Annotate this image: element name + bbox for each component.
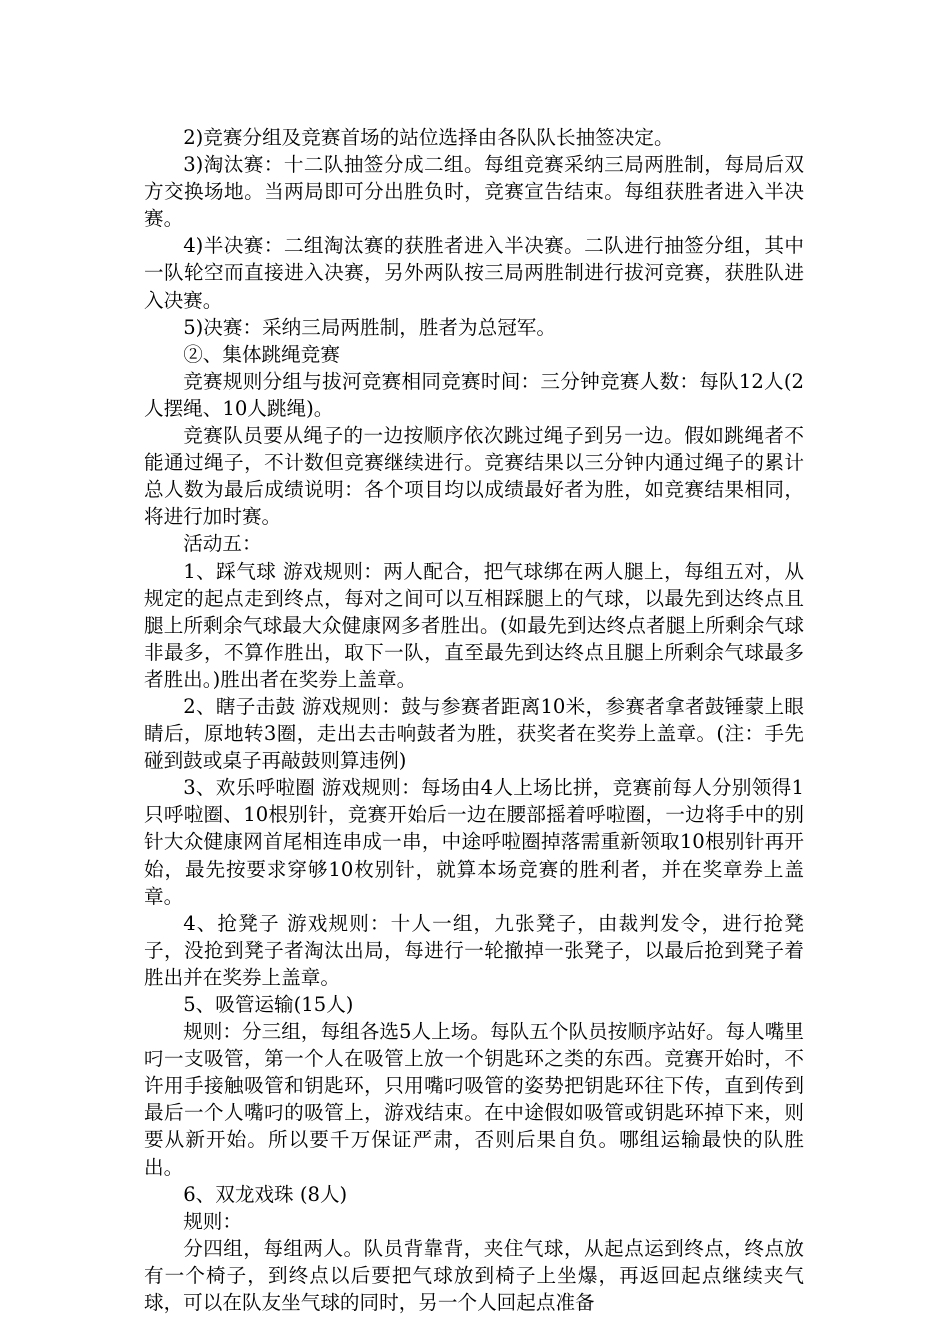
heading-rules-label: 规则： [183,1209,242,1233]
paragraph-rope-rules: 竞赛规则分组与拔河竞赛相同竞赛时间：三分钟竞赛人数：每队12人(2人摆绳、10人跳绳)。 [144,369,804,420]
heading-straw-transport: 5、吸管运输(15人) [183,993,354,1016]
heading-group-rope-skipping: ②、集体跳绳竞赛 [183,342,340,366]
paragraph-balloon-stomp: 1、踩气球 游戏规则：两人配合，把气球绑在两人腿上，每组五对，从规定的起点走到终点，每对之间可以互相踩腿上的气球，以最先到达终点且腿上所剩余气球最大众健康网多者胜出。(如最先到达终点者腿上所剩余气球非最多，不算作胜出，取下一队，直至最先到达终点且腿上所剩余气球最多者胜出。)胜出者在奖券上盖章。 [144,559,804,691]
paragraph-musical-chairs: 4、抢凳子 游戏规则：十人一组，九张凳子，由裁判发令，进行抢凳子，没抢到凳子者淘汰出局，每进行一轮撤掉一张凳子，以最后抢到凳子着胜出并在奖券上盖章。 [144,911,804,989]
paragraph-rope-procedure: 竞赛队员要从绳子的一边按顺序依次跳过绳子到另一边。假如跳绳者不能通过绳子，不计数但竞赛继续进行。竞赛结果以三分钟内通过绳子的累计总人数为最后成绩说明：各个项目均以成绩最好者为胜，如竞赛结果相同，将进行加时赛。 [144,424,804,529]
paragraph-draw-rules: 2)竞赛分组及竞赛首场的站位选择由各队队长抽签决定。 [183,126,674,149]
paragraph-double-dragon-rules: 分四组，每组两人。队员背靠背，夹住气球，从起点运到终点，终点放有一个椅子，到终点以后要把气球放到椅子上坐爆，再返回起点继续夹气球，可以在队友坐气球的同时，另一个人回起点准备 [144,1236,804,1315]
paragraph-hula-hoop: 3、欢乐呼啦圈 游戏规则：每场由4人上场比拼，竞赛前每人分别领得1只呼啦圈、10根别针，竞赛开始后一边在腰部摇着呼啦圈，一边将手中的别针大众健康网首尾相连串成一串，中途呼啦圈掉落需重新领取10根别针再开始，最先按要求穿够10枚别针，就算本场竞赛的胜利者，并在奖章券上盖章。 [144,776,804,908]
document-body [144,124,804,1316]
paragraph-blind-drum: 2、瞎子击鼓 游戏规则：鼓与参赛者距离10米，参赛者拿者鼓锤蒙上眼睛后，原地转3圈，走出去击响鼓者为胜，获奖者在奖券上盖章。(注：手先碰到鼓或桌子再敲鼓则算违例) [144,694,804,773]
heading-double-dragon: 6、双龙戏珠 (8人) [183,1182,348,1206]
paragraph-semifinal: 4)半决赛：二组淘汰赛的获胜者进入半决赛。二队进行抽签分组，其中一队轮空而直接进入决赛，另外两队按三局两胜制进行拔河竞赛，获胜队进入决赛。 [144,234,804,312]
paragraph-straw-rules: 规则：分三组，每组各选5人上场。每队五个队员按顺序站好。每人嘴里叼一支吸管，第一个人在吸管上放一个钥匙环之类的东西。竞赛开始时，不许用手接触吸管和钥匙环，只用嘴叼吸管的姿势把钥匙环往下传，直到传到最后一个人嘴叼的吸管上，游戏结束。在中途假如吸管或钥匙环掉下来，则要从新开始。所以要千万保证严肃，否则后果自负。哪组运输最快的队胜出。 [144,1020,804,1179]
heading-activity-five: 活动五： [183,532,262,556]
paragraph-knockout: 3)淘汰赛：十二队抽签分成二组。每组竞赛采纳三局两胜制，每局后双方交换场地。当两局即可分出胜负时，竞赛宣告结束。每组获胜者进入半决赛。 [144,153,804,231]
paragraph-final: 5)决赛：采纳三局两胜制，胜者为总冠军。 [183,315,556,339]
